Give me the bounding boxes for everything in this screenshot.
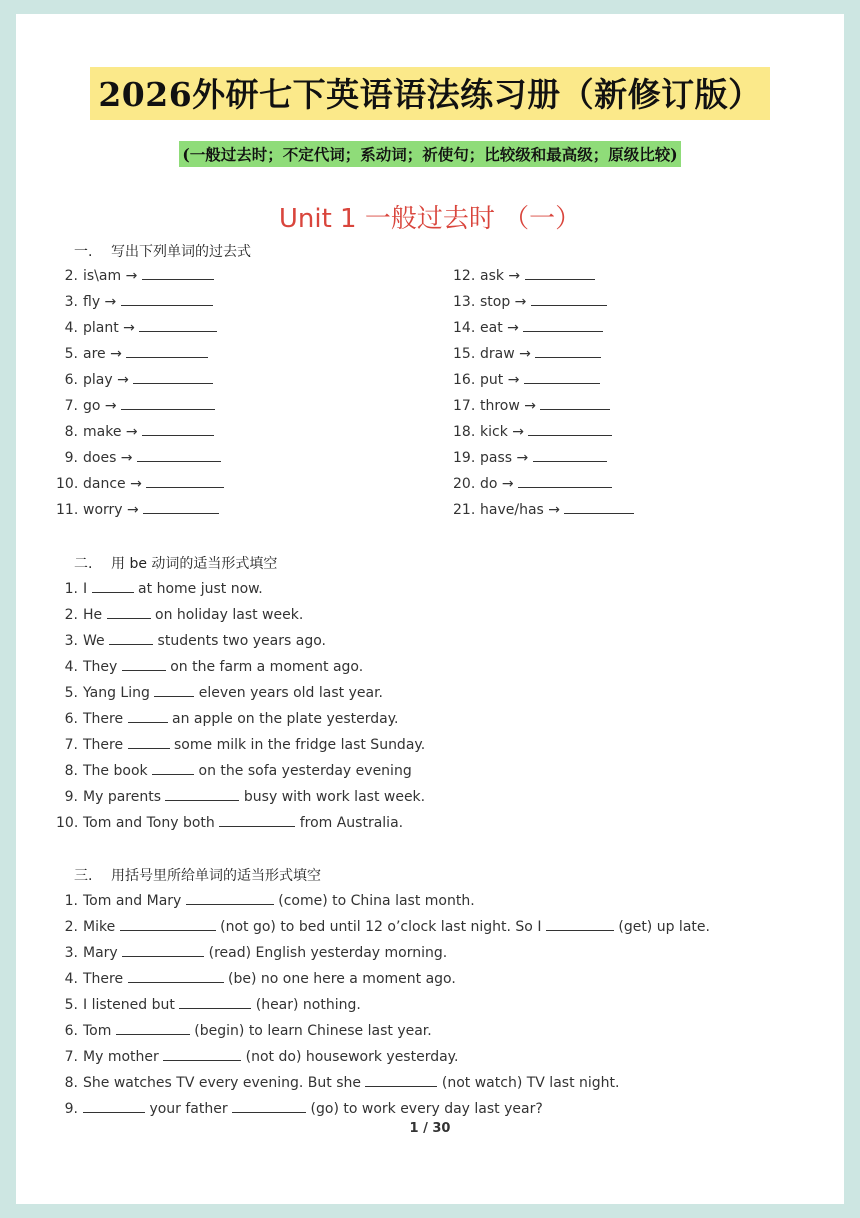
item-text: My mother — [83, 1049, 159, 1065]
answer-blank[interactable] — [232, 1099, 306, 1113]
item-text: dance → — [83, 476, 142, 492]
item-text: your father — [149, 1101, 228, 1117]
section2-title: 用 be 动词的适当形式填空 — [111, 556, 278, 572]
list-item — [453, 292, 607, 310]
list-item — [56, 787, 425, 805]
item-text: make → — [83, 424, 138, 440]
item-text-before: My parents — [83, 789, 161, 805]
answer-blank[interactable] — [523, 318, 603, 332]
answer-blank[interactable] — [109, 631, 153, 645]
list-item — [453, 318, 603, 336]
answer-blank[interactable] — [116, 1021, 190, 1035]
list-item — [453, 448, 607, 466]
item-number: 17. — [453, 398, 476, 414]
item-number: 2. — [64, 919, 78, 935]
item-number: 3. — [64, 945, 78, 961]
item-text: put → — [480, 372, 520, 388]
item-text: (hear) nothing. — [255, 997, 361, 1013]
answer-blank[interactable] — [165, 787, 239, 801]
list-item — [56, 631, 326, 649]
item-number: 19. — [453, 450, 476, 466]
list-item — [56, 709, 398, 727]
item-number: 1. — [64, 581, 78, 597]
item-number: 16. — [453, 372, 476, 388]
item-number: 4. — [64, 659, 78, 675]
section1-heading — [74, 241, 251, 261]
item-number: 6. — [64, 1023, 78, 1039]
item-text-after: on the sofa yesterday evening — [198, 763, 412, 779]
item-text: kick → — [480, 424, 524, 440]
answer-blank[interactable] — [122, 657, 166, 671]
list-item — [453, 266, 595, 284]
item-number: 10. — [56, 476, 79, 492]
item-text: Mary — [83, 945, 118, 961]
item-text-after: eleven years old last year. — [198, 685, 383, 701]
item-text: worry → — [83, 502, 139, 518]
unit-title-wrap — [16, 198, 844, 235]
item-number: 4. — [64, 971, 78, 987]
list-item — [56, 995, 361, 1013]
item-text: do → — [480, 476, 514, 492]
item-text: She watches TV every evening. But she — [83, 1075, 361, 1091]
item-text: stop → — [480, 294, 527, 310]
item-text: (come) to China last month. — [278, 893, 475, 909]
item-text: go → — [83, 398, 117, 414]
item-number: 7. — [64, 398, 78, 414]
item-text: plant → — [83, 320, 135, 336]
item-number: 1. — [64, 893, 78, 909]
answer-blank[interactable] — [535, 344, 601, 358]
list-item — [56, 813, 403, 831]
answer-blank[interactable] — [152, 761, 194, 775]
answer-blank[interactable] — [121, 396, 215, 410]
item-text-after: on the farm a moment ago. — [170, 659, 364, 675]
answer-blank[interactable] — [154, 683, 194, 697]
list-item — [56, 657, 363, 675]
item-text-before: There — [83, 711, 124, 727]
answer-blank[interactable] — [525, 266, 595, 280]
item-text: Tom — [83, 1023, 112, 1039]
item-text: are → — [83, 346, 122, 362]
item-text-before: We — [83, 633, 105, 649]
item-number: 4. — [64, 320, 78, 336]
list-item — [56, 1073, 619, 1091]
list-item — [56, 605, 303, 623]
item-text-before: There — [83, 737, 124, 753]
list-item — [56, 579, 263, 597]
item-text: (get) up late. — [618, 919, 710, 935]
list-item — [56, 761, 412, 779]
list-item — [453, 396, 610, 414]
item-text-before: He — [83, 607, 103, 623]
answer-blank[interactable] — [107, 605, 151, 619]
list-item — [56, 917, 710, 935]
item-text-before: Yang Ling — [83, 685, 150, 701]
item-text: (be) no one here a moment ago. — [228, 971, 456, 987]
section1-number: 一. — [74, 244, 93, 260]
item-number: 9. — [64, 789, 78, 805]
list-item — [56, 396, 215, 414]
answer-blank[interactable] — [133, 370, 213, 384]
item-text: I listened but — [83, 997, 175, 1013]
item-number: 9. — [64, 1101, 78, 1117]
item-number: 11. — [56, 502, 79, 518]
item-text: (not do) housework yesterday. — [245, 1049, 459, 1065]
list-item — [56, 318, 217, 336]
section3-heading — [74, 865, 321, 885]
section2-heading — [74, 553, 277, 573]
item-text-after: some milk in the fridge last Sunday. — [174, 737, 426, 753]
item-text-after: an apple on the plate yesterday. — [172, 711, 399, 727]
list-item — [56, 735, 425, 753]
list-item — [56, 422, 214, 440]
answer-blank[interactable] — [564, 500, 634, 514]
item-number: 20. — [453, 476, 476, 492]
item-text-before: I — [83, 581, 88, 597]
item-text-before: The book — [83, 763, 148, 779]
item-text: throw → — [480, 398, 537, 414]
answer-blank[interactable] — [179, 995, 251, 1009]
list-item — [56, 370, 213, 388]
section3-title: 用括号里所给单词的适当形式填空 — [111, 868, 321, 884]
item-number: 5. — [64, 346, 78, 362]
answer-blank[interactable] — [531, 292, 607, 306]
item-text: play → — [83, 372, 129, 388]
item-text: (read) English yesterday morning. — [208, 945, 448, 961]
answer-blank[interactable] — [533, 448, 607, 462]
section3-number: 三. — [74, 868, 93, 884]
page-number: 1 / 30 — [409, 1121, 451, 1136]
item-number: 10. — [56, 815, 79, 831]
item-text: There — [83, 971, 124, 987]
item-text: (go) to work every day last year? — [310, 1101, 543, 1117]
list-item — [56, 683, 383, 701]
item-number: 6. — [64, 711, 78, 727]
item-number: 7. — [64, 1049, 78, 1065]
unit-title: Unit 1 一般过去时 （一） — [278, 204, 582, 234]
answer-blank[interactable] — [92, 579, 134, 593]
item-text: pass → — [480, 450, 529, 466]
answer-blank[interactable] — [121, 292, 213, 306]
item-text: have/has → — [480, 502, 560, 518]
answer-blank[interactable] — [143, 500, 219, 514]
item-number: 3. — [64, 294, 78, 310]
item-text: fly → — [83, 294, 117, 310]
answer-blank[interactable] — [540, 396, 610, 410]
item-number: 9. — [64, 450, 78, 466]
title-wrap — [16, 67, 844, 120]
worksheet-page — [16, 14, 844, 1204]
item-number: 6. — [64, 372, 78, 388]
item-text-after: at home just now. — [138, 581, 263, 597]
item-number: 14. — [453, 320, 476, 336]
list-item — [56, 969, 456, 987]
item-text: Mike — [83, 919, 116, 935]
list-item — [56, 448, 221, 466]
page-subtitle: (一般过去时；不定代词；系动词；祈使句；比较级和最高级；原级比较) — [179, 141, 680, 167]
item-number: 8. — [64, 1075, 78, 1091]
answer-blank[interactable] — [137, 448, 221, 462]
answer-blank[interactable] — [219, 813, 295, 827]
item-text-after: on holiday last week. — [155, 607, 304, 623]
item-text: does → — [83, 450, 133, 466]
item-text: (not go) to bed until 12 o’clock last night. So I — [220, 919, 542, 935]
item-text-after: from Australia. — [299, 815, 404, 831]
list-item — [56, 1047, 458, 1065]
item-text-after: busy with work last week. — [243, 789, 426, 805]
item-text-after: students two years ago. — [157, 633, 326, 649]
item-text: (begin) to learn Chinese last year. — [194, 1023, 432, 1039]
item-number: 15. — [453, 346, 476, 362]
answer-blank[interactable] — [186, 891, 274, 905]
list-item — [56, 292, 213, 310]
list-item — [56, 474, 224, 492]
item-number: 3. — [64, 633, 78, 649]
item-text: (not watch) TV last night. — [441, 1075, 620, 1091]
answer-blank[interactable] — [120, 917, 216, 931]
list-item — [453, 344, 601, 362]
item-text: draw → — [480, 346, 531, 362]
list-item — [453, 370, 600, 388]
subtitle-wrap — [16, 141, 844, 167]
answer-blank[interactable] — [128, 709, 168, 723]
item-text: eat → — [480, 320, 519, 336]
answer-blank[interactable] — [146, 474, 224, 488]
answer-blank[interactable] — [142, 422, 214, 436]
item-text: Tom and Mary — [83, 893, 182, 909]
answer-blank[interactable] — [139, 318, 217, 332]
item-number: 13. — [453, 294, 476, 310]
answer-blank[interactable] — [518, 474, 612, 488]
item-number: 8. — [64, 763, 78, 779]
list-item — [453, 422, 612, 440]
answer-blank[interactable] — [128, 969, 224, 983]
section2-number: 二. — [74, 556, 93, 572]
answer-blank[interactable] — [122, 943, 204, 957]
page-title: 2026外研七下英语语法练习册（新修订版） — [90, 67, 769, 120]
list-item — [453, 474, 612, 492]
item-number: 2. — [64, 268, 78, 284]
answer-blank[interactable] — [83, 1099, 145, 1113]
list-item — [56, 1021, 432, 1039]
item-number: 2. — [64, 607, 78, 623]
answer-blank[interactable] — [365, 1073, 437, 1087]
list-item — [56, 266, 214, 284]
list-item — [453, 500, 634, 518]
item-text-before: Tom and Tony both — [83, 815, 215, 831]
item-text: is\am → — [83, 268, 138, 284]
answer-blank[interactable] — [128, 735, 170, 749]
list-item — [56, 891, 475, 909]
answer-blank[interactable] — [528, 422, 612, 436]
item-number: 7. — [64, 737, 78, 753]
section1-title: 写出下列单词的过去式 — [111, 244, 251, 260]
answer-blank[interactable] — [524, 370, 600, 384]
item-number: 8. — [64, 424, 78, 440]
list-item — [56, 500, 219, 518]
answer-blank[interactable] — [126, 344, 208, 358]
list-item — [56, 344, 208, 362]
item-text-before: They — [83, 659, 118, 675]
answer-blank[interactable] — [163, 1047, 241, 1061]
item-number: 21. — [453, 502, 476, 518]
item-number: 5. — [64, 685, 78, 701]
list-item — [56, 943, 447, 961]
item-number: 18. — [453, 424, 476, 440]
list-item — [56, 1099, 543, 1117]
item-number: 12. — [453, 268, 476, 284]
item-text: ask → — [480, 268, 521, 284]
answer-blank[interactable] — [546, 917, 614, 931]
item-number: 5. — [64, 997, 78, 1013]
answer-blank[interactable] — [142, 266, 214, 280]
